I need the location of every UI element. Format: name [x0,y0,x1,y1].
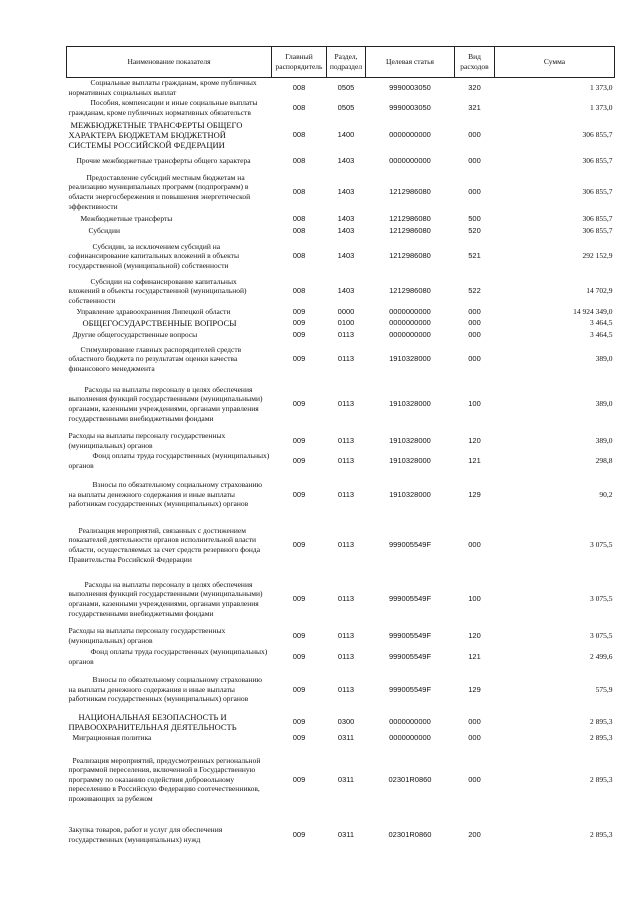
row-name-cell: Расходы на выплаты персоналу в целях обеспечения выполнения функций государственными (муниципальными) органами, казенными учреждениями, органами управления государственными внебюджетными фондами [68,384,263,423]
table-row [67,472,615,518]
row-article-cell: 999005549F [388,631,432,641]
row-section-cell: 0311 [337,774,355,784]
row-sum-cell: 14 924 349,0 [573,307,613,317]
row-article-cell: 1910328000 [389,399,431,409]
row-article-cell: 9990003050 [389,82,431,92]
table-row [67,318,615,329]
row-type-cell: 522 [468,286,481,296]
row-section-cell: 1403 [337,187,355,197]
row-name-cell: Межбюджетные трансферты [80,213,173,223]
row-name-cell: Субсидии на софинансирование капитальных вложений в объекты государственной (муниципальной) собственности [68,276,247,305]
row-name-cell: Пособия, компенсации и иные социальные выплаты гражданам, кроме публичных нормативных обязательств [68,98,258,117]
row-section-cell: 0113 [337,354,355,364]
row-type-cell: 000 [468,318,481,328]
row-section-cell: 0113 [337,435,355,445]
row-admin-cell: 009 [292,435,306,445]
row-sum-cell: 3 075,5 [590,631,613,641]
row-name-cell: Стимулирование главных распорядителей средств областного бюджета по результатам оценки качества финансового менеджмента [68,344,242,373]
row-admin-cell: 008 [292,129,306,139]
row-section-cell: 1403 [337,225,355,235]
table-body [67,78,615,854]
row-sum-cell: 389,0 [595,399,613,409]
row-name-cell: Взносы по обязательному социальному страхованию на выплаты денежного содержания и иные выплаты работникам государственных (муниципальных) органов [68,480,263,509]
row-admin-cell: 008 [292,187,306,197]
column-header-admin: Главный распорядитель [272,47,327,78]
row-article-cell: 02301R0860 [388,774,432,784]
row-name-cell: Закупка товаров, работ и услуг для обеспечения государственных (муниципальных) нужд [68,824,223,844]
table-row [67,307,615,318]
row-admin-cell: 009 [292,318,306,328]
row-name-cell: Расходы на выплаты персоналу государственных (муниципальных) органов [68,430,226,450]
row-sum-cell: 306 855,7 [582,187,613,197]
row-type-cell: 129 [468,489,481,499]
row-article-cell: 0000000000 [389,329,431,339]
row-name-cell: Взносы по обязательному социальному страхованию на выплаты денежного содержания и иные выплаты работникам государственных (муниципальных) органов [68,675,263,704]
row-section-cell: 0113 [337,540,355,550]
row-admin-cell: 009 [292,631,306,641]
row-article-cell: 1212986080 [389,213,431,223]
row-section-cell: 1400 [337,129,355,139]
row-article-cell: 1212986080 [389,187,431,197]
table-row [67,119,615,151]
row-type-cell: 520 [468,225,481,235]
budget-table [66,46,615,854]
row-sum-cell: 2 895,3 [590,732,613,742]
row-admin-cell: 009 [292,489,306,499]
row-section-cell: 0100 [337,318,355,328]
table-row [67,172,615,213]
row-type-cell: 121 [468,652,481,662]
row-article-cell: 0000000000 [389,156,431,166]
table-row [67,626,615,647]
row-article-cell: 999005549F [388,540,432,550]
budget-sheet [66,46,614,854]
row-section-cell: 0113 [337,399,355,409]
row-type-cell: 129 [468,684,481,694]
table-header [67,47,615,78]
row-type-cell: 200 [468,829,481,839]
row-sum-cell: 298,8 [595,456,613,466]
row-section-cell: 1403 [337,251,355,261]
row-type-cell: 000 [468,307,481,317]
row-type-cell: 000 [468,716,481,726]
row-sum-cell: 306 855,7 [582,225,613,235]
row-name-cell: Фонд оплаты труда государственных (муниципальных) органов [68,647,268,666]
row-admin-cell: 009 [292,829,306,839]
row-admin-cell: 009 [292,594,306,604]
column-header-article: Целевая статья [366,47,455,78]
table-row [67,237,615,276]
row-sum-cell: 389,0 [595,435,613,445]
row-name-cell: Прочие межбюджетные трансферты общего характера [76,156,251,166]
row-sum-cell: 3 464,5 [590,318,613,328]
row-sum-cell: 306 855,7 [582,213,613,223]
table-row [67,647,615,668]
row-sum-cell: 14 702,9 [586,286,613,296]
column-header-type: Вид расходов [455,47,495,78]
row-type-cell: 120 [468,631,481,641]
row-article-cell: 0000000000 [389,318,431,328]
row-type-cell: 000 [468,129,481,139]
row-name-cell: Расходы на выплаты персоналу государственных (муниципальных) органов [68,626,226,645]
row-admin-cell: 009 [292,540,306,550]
row-admin-cell: 008 [292,103,306,113]
row-sum-cell: 3 464,5 [590,329,613,339]
row-type-cell: 000 [468,187,481,197]
row-type-cell: 321 [468,103,481,113]
table-row [67,213,615,225]
table-row [67,78,615,98]
row-article-cell: 999005549F [388,652,432,662]
table-row [67,518,615,573]
row-section-cell: 1403 [337,213,355,223]
row-admin-cell: 009 [292,354,306,364]
row-admin-cell: 009 [292,307,306,317]
row-admin-cell: 008 [292,156,306,166]
row-article-cell: 1910328000 [389,456,431,466]
row-article-cell: 02301R0860 [388,829,432,839]
table-row [67,712,615,732]
row-type-cell: 000 [468,354,481,364]
row-section-cell: 0113 [337,684,355,694]
row-type-cell: 320 [468,82,481,92]
row-sum-cell: 1 373,0 [590,103,613,113]
row-article-cell: 1212986080 [389,286,431,296]
row-section-cell: 1403 [337,286,355,296]
row-section-cell: 0113 [337,456,355,466]
row-name-cell: Социальные выплаты гражданам, кроме публичных нормативных социальных выплат [68,78,257,97]
column-header-name: Наименование показателя [67,47,272,78]
row-type-cell: 100 [468,399,481,409]
row-admin-cell: 008 [292,225,306,235]
row-sum-cell: 306 855,7 [582,156,613,166]
table-row [67,341,615,378]
row-type-cell: 121 [468,456,481,466]
row-sum-cell: 306 855,7 [582,129,613,139]
table-row [67,451,615,472]
row-name-cell: ОБЩЕГОСУДАРСТВЕННЫЕ ВОПРОСЫ [82,318,237,328]
row-sum-cell: 1 373,0 [590,82,613,92]
row-sum-cell: 2 895,3 [590,829,613,839]
row-name-cell: Субсидии, за исключением субсидий на софинансирование капитальных вложений в объекты государственной (муниципальной) собственности [68,241,239,270]
row-type-cell: 000 [468,156,481,166]
row-sum-cell: 2 895,3 [590,716,613,726]
row-admin-cell: 009 [292,684,306,694]
row-admin-cell: 009 [292,456,306,466]
row-name-cell: Субсидии [88,225,120,235]
row-name-cell: Управление здравоохранения Липецкой области [76,307,231,317]
row-section-cell: 0113 [337,489,355,499]
row-type-cell: 100 [468,594,481,604]
row-admin-cell: 009 [292,732,306,742]
row-section-cell: 1403 [337,156,355,166]
row-type-cell: 521 [468,251,481,261]
table-row [67,329,615,341]
row-type-cell: 000 [468,774,481,784]
row-section-cell: 0113 [337,594,355,604]
row-section-cell: 0300 [337,716,355,726]
row-admin-cell: 009 [292,329,306,339]
row-type-cell: 000 [468,540,481,550]
table-row [67,744,615,816]
row-article-cell: 0000000000 [389,129,431,139]
row-sum-cell: 2 895,3 [590,774,613,784]
row-name-cell: Реализация мероприятий, предусмотренных региональной программой переселения, включенной в Государственную программу по оказанию содействия добровольному переселению в Российскую Федерацию соотечественников, проживающих за рубежом [68,755,261,803]
row-admin-cell: 008 [292,82,306,92]
row-sum-cell: 575,9 [595,684,613,694]
table-row [67,573,615,626]
row-section-cell: 0000 [337,307,355,317]
row-article-cell: 1910328000 [389,489,431,499]
row-sum-cell: 90,2 [599,489,613,499]
row-section-cell: 0311 [337,829,355,839]
row-article-cell: 9990003050 [389,103,431,113]
row-section-cell: 0311 [337,732,355,742]
row-type-cell: 120 [468,435,481,445]
row-admin-cell: 009 [292,399,306,409]
row-article-cell: 0000000000 [389,716,431,726]
row-article-cell: 0000000000 [389,307,431,317]
row-name-cell: Реализация мероприятий, связанных с достижением показателей деятельности органов исполнительной власти области, осуществляемых за счет средств резервного фонда Правительства Российской Федерации [68,525,261,564]
row-sum-cell: 3 075,5 [590,540,613,550]
row-article-cell: 0000000000 [389,732,431,742]
table-row [67,276,615,307]
table-row [67,668,615,712]
table-row [67,98,615,119]
row-article-cell: 1212986080 [389,225,431,235]
row-sum-cell: 2 499,6 [590,652,613,662]
row-name-cell: Фонд оплаты труда государственных (муниципальных) органов [68,451,270,470]
table-row [67,732,615,744]
row-admin-cell: 009 [292,716,306,726]
row-section-cell: 0505 [337,103,355,113]
row-sum-cell: 292 152,9 [582,251,613,261]
row-name-cell: Предоставление субсидий местным бюджетам на реализацию муниципальных программ (подпрограмм) в области энергосбережения и повышения энергетической эффективности [68,172,251,211]
row-type-cell: 000 [468,732,481,742]
row-type-cell: 000 [468,329,481,339]
row-article-cell: 1910328000 [389,354,431,364]
row-sum-cell: 3 075,5 [590,594,613,604]
row-section-cell: 0505 [337,82,355,92]
row-name-cell: Расходы на выплаты персоналу в целях обеспечения выполнения функций государственными (муниципальными) органами, казенными учреждениями, органами управления государственными внебюджетными фондами [68,579,263,618]
row-name-cell: Другие общегосударственные вопросы [72,329,198,339]
row-admin-cell: 008 [292,213,306,223]
row-article-cell: 999005549F [388,684,432,694]
row-admin-cell: 009 [292,652,306,662]
row-section-cell: 0113 [337,329,355,339]
row-admin-cell: 008 [292,286,306,296]
row-section-cell: 0113 [337,631,355,641]
column-header-sum: Сумма [495,47,615,78]
row-section-cell: 0113 [337,652,355,662]
table-row [67,151,615,172]
table-row [67,378,615,431]
row-name-cell: Миграционная политика [72,732,152,742]
row-name-cell: МЕЖБЮДЖЕТНЫЕ ТРАНСФЕРТЫ ОБЩЕГО ХАРАКТЕРА БЮДЖЕТАМ БЮДЖЕТНОЙ СИСТЕМЫ РОССИЙСКОЙ ФЕДЕРАЦИИ [68,119,243,150]
row-admin-cell: 008 [292,251,306,261]
table-row [67,816,615,854]
table-row [67,431,615,451]
row-admin-cell: 009 [292,774,306,784]
row-article-cell: 1212986080 [389,251,431,261]
row-type-cell: 500 [468,213,481,223]
row-article-cell: 1910328000 [389,435,431,445]
row-article-cell: 999005549F [388,594,432,604]
table-row [67,225,615,237]
row-sum-cell: 389,0 [595,354,613,364]
row-name-cell: НАЦИОНАЛЬНАЯ БЕЗОПАСНОСТЬ И ПРАВООХРАНИТЕЛЬНАЯ ДЕЯТЕЛЬНОСТЬ [68,711,237,732]
column-header-section: Раздел, подраздел [327,47,366,78]
